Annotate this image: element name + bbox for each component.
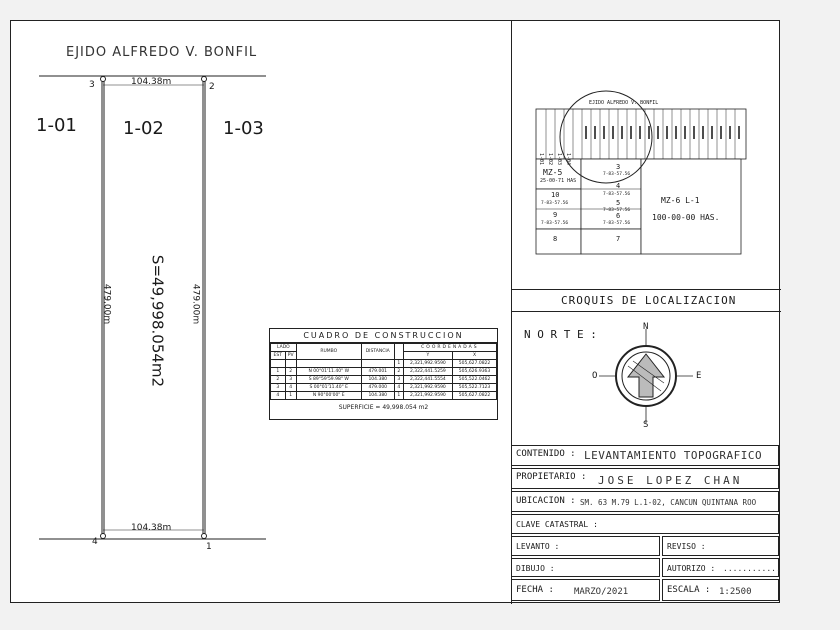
- dibujo-field: [511, 558, 660, 577]
- levanto-field: [511, 536, 660, 556]
- cell-distancia: 104.380: [361, 392, 394, 400]
- cell-num: 7: [616, 235, 621, 243]
- map-strip-lot: 1-03: [556, 152, 563, 166]
- ubicacion-field: [511, 491, 779, 512]
- lot-plan-drawing: [11, 21, 511, 604]
- cell-x: 505,627.0822: [453, 360, 497, 368]
- cell-area: 7-83-57.56: [541, 201, 569, 206]
- propietario-value: JOSE LOPEZ CHAN: [598, 474, 743, 487]
- construction-table-title: CUADRO DE CONSTRUCCION: [270, 329, 497, 343]
- vertex-4-label: 4: [92, 537, 98, 547]
- lot-label-center: 1-02: [123, 118, 164, 139]
- table-row: [271, 368, 497, 376]
- cell-area: 7-83-57.56: [541, 221, 569, 226]
- cell-est: 4: [271, 392, 286, 400]
- cell-v: 4: [394, 384, 403, 392]
- header-y: Y: [403, 352, 452, 360]
- compass-o: O: [592, 371, 598, 381]
- cell-area: 7-83-57.56: [603, 192, 631, 197]
- cell-area: 7-83-57.56: [603, 208, 631, 213]
- fecha-field: [511, 579, 660, 601]
- cell-y: 2,321,992.9590: [403, 360, 452, 368]
- cell-y: 2,322,441.5554: [403, 376, 452, 384]
- cell-pv: 1: [285, 392, 296, 400]
- cell-y: 2,322,441.5259: [403, 368, 452, 376]
- map-strip-lot: 1-02: [547, 152, 554, 166]
- cell-num: 6: [616, 212, 621, 220]
- cell-rumbo: S 00°01'11.40" E: [296, 384, 361, 392]
- ubicacion-value: SM. 63 M.79 L.1-02, CANCUN QUINTANA ROO: [580, 498, 757, 507]
- divider-line: [511, 311, 781, 312]
- map-strip-lot: 1-01: [538, 152, 545, 166]
- table-row: [271, 392, 497, 400]
- cell-v: 2: [394, 368, 403, 376]
- header-lado: LADO: [271, 344, 297, 352]
- table-row: [271, 384, 497, 392]
- cell-pv: 4: [285, 384, 296, 392]
- top-distance: 104.38m: [131, 77, 172, 87]
- reviso-field: [662, 536, 779, 556]
- lot-label-left: 1-01: [36, 115, 77, 136]
- cell-distancia: 104.380: [361, 376, 394, 384]
- cell-rumbo: N 00°01'11.40" W: [296, 368, 361, 376]
- header-coordenadas: COORDENADAS: [403, 344, 496, 352]
- header-est: EST: [271, 352, 286, 360]
- escala-label: ESCALA :: [667, 585, 711, 595]
- ejido-title: EJIDO ALFREDO V. BONFIL: [66, 45, 258, 60]
- cell-area: 7-83-57.56: [603, 172, 631, 177]
- clave-label: CLAVE CATASTRAL :: [516, 520, 598, 529]
- escala-field: [662, 579, 779, 601]
- bottom-distance: 104.38m: [131, 523, 172, 533]
- compass-s: S: [643, 420, 649, 430]
- cell-num: 5: [616, 199, 621, 207]
- cell-v: 1: [394, 360, 403, 368]
- cell-distancia: 479.001: [361, 368, 394, 376]
- fecha-value: MARZO/2021: [574, 587, 629, 597]
- vertex-3-label: 3: [89, 80, 95, 90]
- cell-est: 2: [271, 376, 286, 384]
- cell-num: 8: [553, 235, 558, 243]
- cell-x: 505,627.0822: [453, 392, 497, 400]
- compass-n: N: [643, 322, 649, 332]
- divider-line: [511, 289, 781, 290]
- cell-num: 4: [616, 182, 621, 190]
- cell-est: 1: [271, 368, 286, 376]
- contenido-value: LEVANTAMIENTO TOPOGRAFICO: [584, 449, 763, 462]
- cell-rumbo: N 90°00'00" E: [296, 392, 361, 400]
- mz6-area: 100-00-00 HAS.: [652, 213, 720, 222]
- cell-v: 1: [394, 392, 403, 400]
- cell-rumbo: S 89°59'59.98" W: [296, 376, 361, 384]
- fecha-label: FECHA :: [516, 585, 554, 595]
- mz5-sub: 25-00-71 HAS: [540, 178, 577, 184]
- cell-pv: 2: [285, 368, 296, 376]
- header-x: X: [453, 352, 497, 360]
- autorizo-value: ............: [723, 564, 781, 573]
- reviso-label: REVISO :: [667, 542, 706, 551]
- contenido-field: [511, 445, 779, 466]
- table-row: [271, 376, 497, 384]
- cell-x: 505,522.0462: [453, 376, 497, 384]
- map-strip-lot: 1-04: [565, 152, 572, 166]
- table-row: [271, 360, 497, 368]
- propietario-label: PROPIETARIO :: [516, 472, 587, 482]
- ubicacion-label: UBICACION :: [516, 496, 576, 506]
- cell-distancia: 479.000: [361, 384, 394, 392]
- left-side-distance: 479.00m: [101, 283, 112, 325]
- mz6-label: MZ-6 L-1: [661, 196, 700, 205]
- right-side-distance: 479.00m: [190, 283, 201, 325]
- croquis-title: CROQUIS DE LOCALIZACION: [561, 294, 737, 307]
- cell-num: 3: [616, 163, 621, 171]
- area-label: S=49,998.054m2: [148, 254, 167, 388]
- mz5-label: MZ-5: [543, 168, 563, 177]
- clave-field: [511, 514, 779, 534]
- cell-num: 9: [553, 211, 558, 219]
- vertex-2-label: 2: [209, 82, 215, 92]
- cell-est: 3: [271, 384, 286, 392]
- contenido-label: CONTENIDO :: [516, 449, 576, 459]
- lot-label-right: 1-03: [223, 118, 264, 139]
- escala-value: 1:2500: [719, 587, 752, 597]
- dibujo-label: DIBUJO :: [516, 564, 555, 573]
- drawing-sheet: [10, 20, 780, 603]
- north-label: N O R T E :: [524, 328, 597, 341]
- cell-y: 2,321,992.9590: [403, 384, 452, 392]
- cell-num: 10: [551, 191, 560, 199]
- levanto-label: LEVANTO :: [516, 542, 560, 551]
- map-ejido-label: EJIDO ALFREDO V. BONFIL: [589, 100, 659, 106]
- cell-area: 7-83-57.56: [603, 221, 631, 226]
- vertex-1-label: 1: [206, 542, 212, 552]
- propietario-field: [511, 468, 779, 489]
- cell-x: 505,626.9363: [453, 368, 497, 376]
- autorizo-field: [662, 558, 779, 577]
- superficie-label: SUPERFICIE = 49,998.054 m2: [338, 404, 429, 411]
- cell-v: 3: [394, 376, 403, 384]
- header-distancia: DISTANCIA: [361, 344, 394, 360]
- header-rumbo: RUMBO: [296, 344, 361, 360]
- autorizo-label: AUTORIZO :: [667, 564, 716, 573]
- cell-x: 505,522.7123: [453, 384, 497, 392]
- north-arrow-icon: [591, 321, 701, 431]
- construction-table: [269, 328, 498, 420]
- cell-y: 2,321,992.9590: [403, 392, 452, 400]
- cell-pv: 3: [285, 376, 296, 384]
- compass-e: E: [696, 371, 702, 381]
- header-pv: PV: [285, 352, 296, 360]
